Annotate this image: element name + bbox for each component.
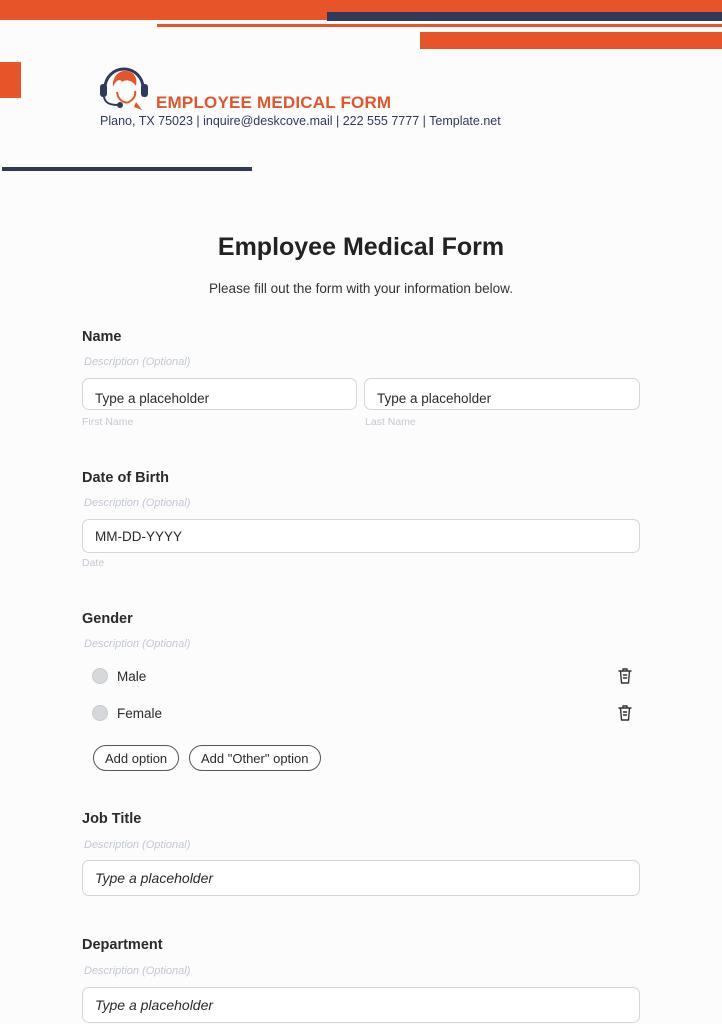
gender-option-female[interactable]: [92, 703, 162, 723]
delete-option-trash-icon[interactable]: [617, 667, 633, 685]
department-description[interactable]: Description (Optional): [84, 965, 191, 977]
thin-orange-line: [157, 24, 722, 27]
gender-description[interactable]: Description (Optional): [84, 638, 191, 650]
brand-contact-line: Plano, TX 75023 | inquire@deskcove.mail | 222 555 7777 | Template.net: [100, 114, 501, 128]
dob-label: Date of Birth: [82, 470, 169, 486]
gender-option-male[interactable]: [92, 666, 146, 686]
add-option-button[interactable]: Add option: [93, 745, 179, 771]
option-label: Male: [117, 668, 147, 684]
dob-input[interactable]: [82, 519, 640, 553]
left-navy-line: [2, 167, 252, 171]
name-description[interactable]: Description (Optional): [84, 356, 191, 368]
form-title: Employee Medical Form: [217, 233, 505, 261]
first-name-input[interactable]: [82, 378, 357, 410]
left-orange-block: [0, 62, 21, 98]
department-label: Department: [82, 937, 163, 953]
job-title-label: Job Title: [82, 811, 142, 827]
gender-label: Gender: [82, 611, 133, 627]
first-name-sublabel: First Name: [82, 416, 134, 428]
department-input[interactable]: [82, 987, 640, 1023]
last-name-input[interactable]: [364, 378, 640, 410]
radio-button[interactable]: [92, 705, 108, 721]
right-orange-block: [420, 32, 722, 49]
option-label: Female: [117, 705, 163, 721]
top-navy-bar: [327, 12, 722, 21]
last-name-sublabel: Last Name: [365, 416, 416, 428]
name-label: Name: [82, 329, 122, 345]
job-title-description[interactable]: Description (Optional): [84, 839, 191, 851]
brand-name: EMPLOYEE MEDICAL FORM: [156, 93, 392, 112]
job-title-input[interactable]: [82, 860, 640, 896]
form-subtitle: Please fill out the form with your information below.: [209, 281, 513, 296]
headset-logo-icon: [96, 58, 152, 114]
radio-button[interactable]: [92, 668, 108, 684]
dob-sublabel: Date: [82, 557, 105, 569]
delete-option-trash-icon[interactable]: [617, 704, 633, 722]
dob-description[interactable]: Description (Optional): [84, 497, 191, 509]
add-other-option-button[interactable]: Add "Other" option: [189, 745, 321, 771]
